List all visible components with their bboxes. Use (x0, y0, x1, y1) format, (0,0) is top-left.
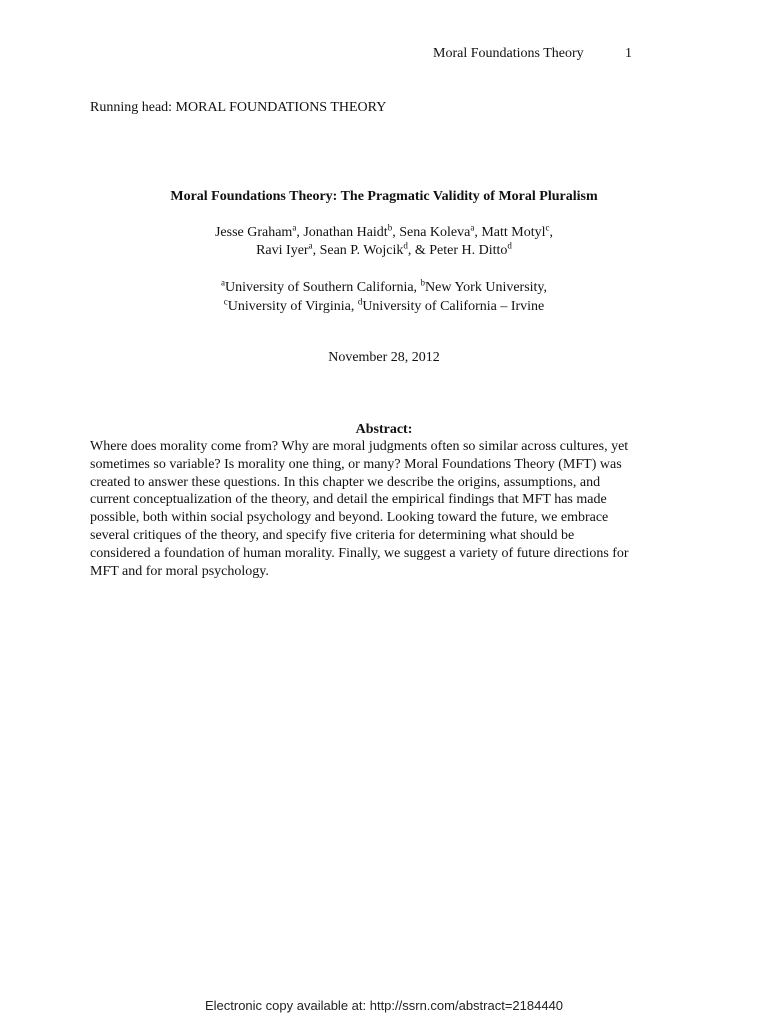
affiliation-line-1 (0, 278, 768, 297)
abstract-line: possible, both within social psychology and beyond. Looking toward the future, we embrace (90, 510, 609, 526)
affiliation: $^d$University of California – Irvine (357, 296, 545, 314)
author: Matt Motyl$^c$, (481, 222, 554, 240)
header-title: Moral Foundations Theory (433, 46, 584, 61)
ssrn-footer: Electronic copy available at: http://ssrn.com/abstract=2184440 (204, 998, 564, 1013)
abstract-line: considered a foundation of human morality. Finally, we suggest a variety of future directions for (90, 545, 629, 561)
abstract-line: Where does morality come from? Why are moral judgments often so similar across cultures, yet (90, 439, 629, 454)
author-line-2 (0, 242, 768, 260)
abstract-line: MFT and for moral psychology. (90, 563, 269, 579)
author-list (0, 224, 768, 260)
affiliation-line-2 (0, 297, 768, 316)
abstract-line: sometimes so variable? Is morality one thing, or many? Moral Foundations Theory (MFT) was (90, 456, 622, 472)
page-number: 1 (625, 46, 632, 61)
affiliation: $^a$University of Southern California, (220, 277, 421, 295)
abstract-body (90, 438, 690, 580)
abstract-heading: Abstract: (355, 422, 413, 437)
author: Ravi Iyer$^a$, (256, 240, 320, 258)
affiliation: $^c$University of Virginia, (223, 296, 358, 314)
abstract-line: created to answer these questions. In this chapter we describe the origins, assumptions, and (90, 474, 601, 490)
author: Jesse Graham$^a$, (214, 222, 304, 240)
abstract-line: several critiques of the theory, and specify five criteria for determining what should be (90, 527, 575, 543)
abstract-line: current conceptualization of the theory, and detail the empirical findings that MFT has made (90, 492, 607, 508)
running-head: Running head: MORAL FOUNDATIONS THEORY (90, 100, 387, 115)
affiliation: $^b$New York University, (420, 277, 548, 295)
author: Jonathan Haidt$^b$, (303, 222, 400, 240)
paper-title: Moral Foundations Theory: The Pragmatic Validity of Moral Pluralism (170, 189, 598, 204)
author: & Peter H. Ditto$^d$ (414, 240, 512, 258)
page-header (433, 46, 632, 62)
author-line-1 (0, 224, 768, 242)
paper-date: November 28, 2012 (328, 350, 440, 365)
affiliation-list (0, 278, 768, 316)
author: Sean P. Wojcik$^d$, (319, 240, 415, 258)
author: Sena Koleva$^a$, (399, 222, 482, 240)
